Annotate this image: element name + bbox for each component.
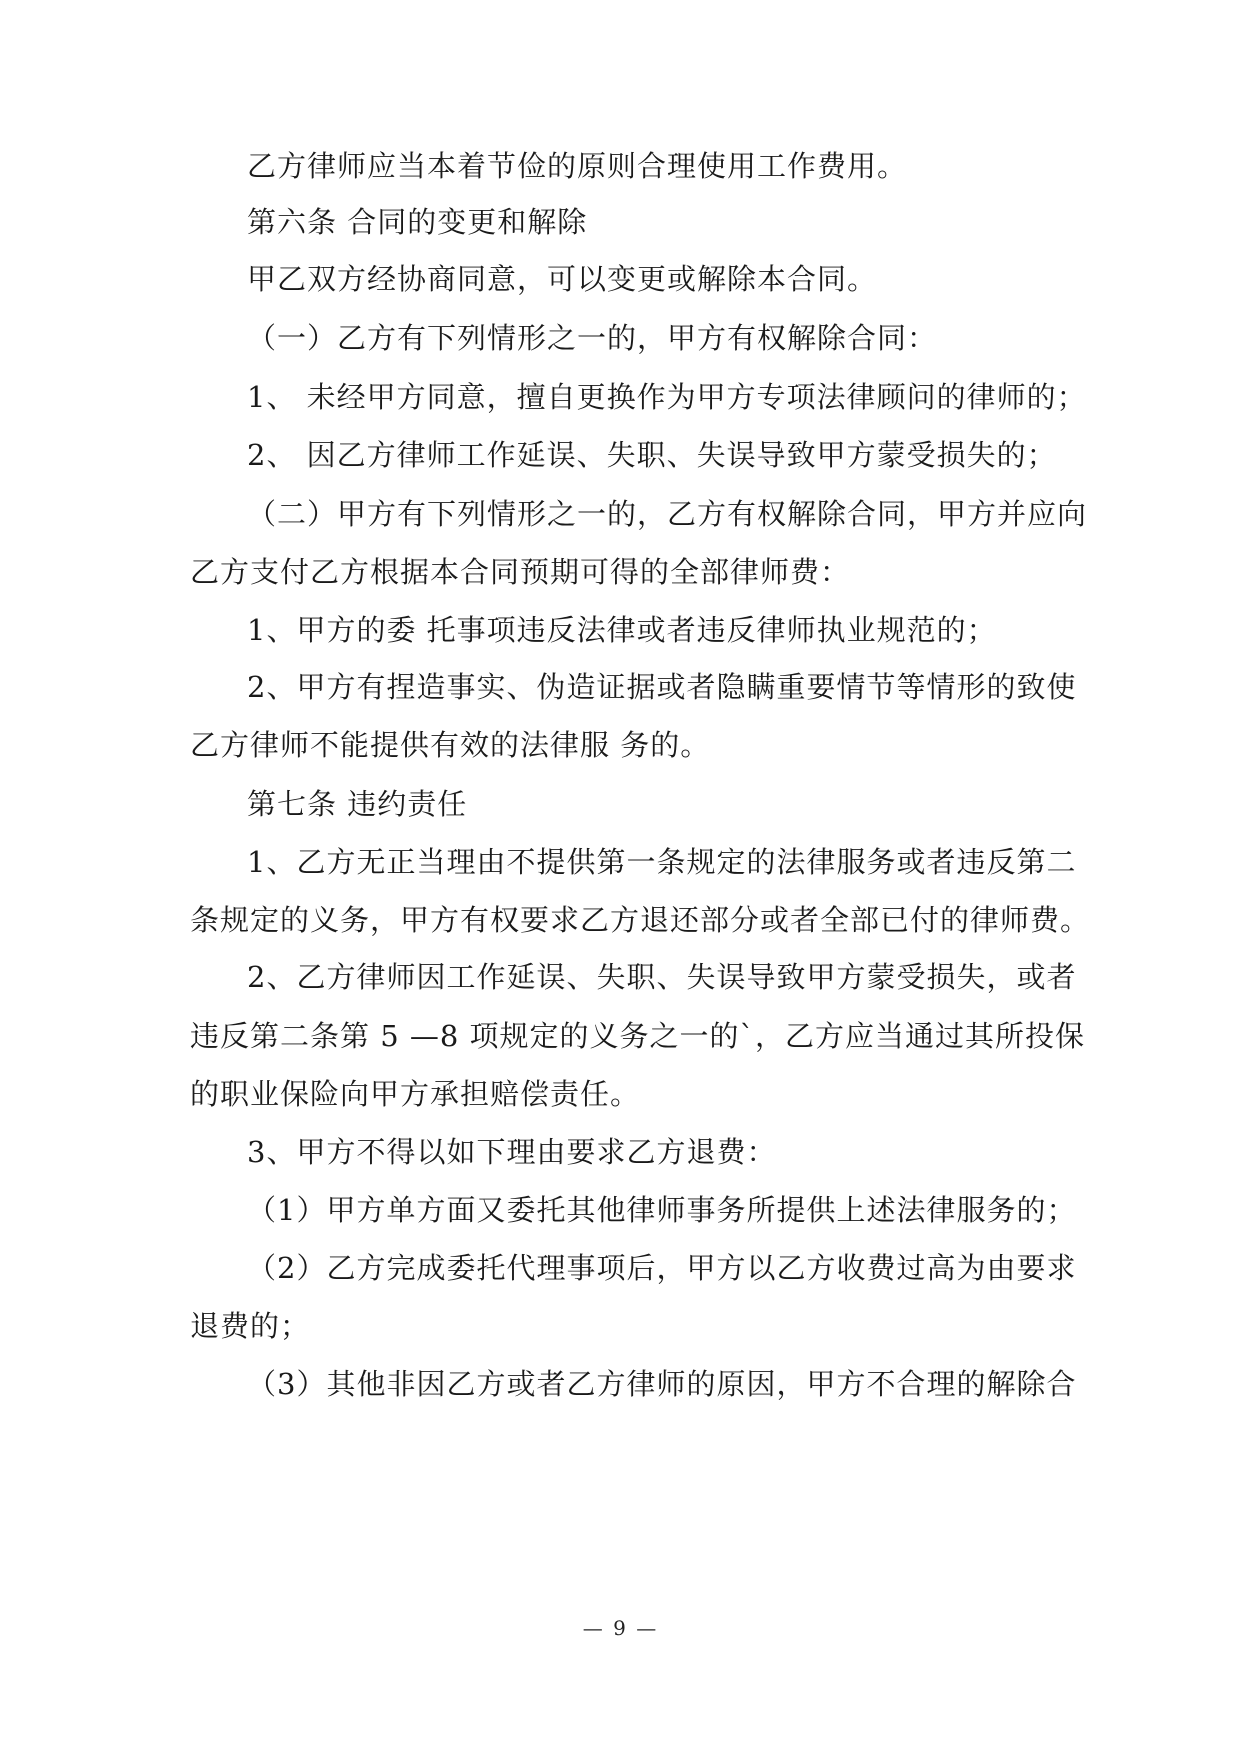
section-heading: 第六条 合同的变更和解除 (247, 205, 588, 239)
list-item: 2、 因乙方律师工作延误、失职、失误导致甲方蒙受损失的； (247, 438, 1057, 472)
paragraph-line: 甲乙双方经协商同意，可以变更或解除本合同。 (247, 262, 878, 296)
list-item: 3、甲方不得以如下理由要求乙方退费： (247, 1135, 777, 1169)
paragraph-line: 乙方支付乙方根据本合同预期可得的全部律师费： (190, 555, 851, 589)
list-item: （1）甲方单方面又委托其他律师事务所提供上述法律服务的； (247, 1193, 1077, 1227)
list-item: （2）乙方完成委托代理事项后，甲方以乙方收费过高为由要求 (247, 1251, 1077, 1285)
list-item: （3）其他非因乙方或者乙方律师的原因，甲方不合理的解除合 (247, 1367, 1077, 1401)
list-item: 1、 未经甲方同意，擅自更换作为甲方专项法律顾问的律师的； (247, 380, 1087, 414)
paragraph-line: 乙方律师不能提供有效的法律服 务的。 (190, 728, 711, 762)
paragraph-line: 退费的； (190, 1309, 311, 1343)
list-item: 1、甲方的委 托事项违反法律或者违反律师执业规范的； (247, 613, 997, 647)
paragraph-line: 的职业保险向甲方承担赔偿责任。 (190, 1077, 641, 1111)
page-number: — 9 — (582, 1616, 659, 1640)
list-item: 1、乙方无正当理由不提供第一条规定的法律服务或者违反第二 (247, 845, 1077, 879)
list-item: 2、甲方有捏造事实、伪造证据或者隐瞒重要情节等情形的致使 (247, 670, 1077, 704)
paragraph-line: 乙方律师应当本着节俭的原则合理使用工作费用。 (247, 149, 908, 183)
paragraph-line: 条规定的义务，甲方有权要求乙方退还部分或者全部已付的律师费。 (190, 903, 1091, 937)
paragraph-line: （二）甲方有下列情形之一的，乙方有权解除合同，甲方并应向 (247, 497, 1088, 531)
list-item: 2、乙方律师因工作延误、失职、失误导致甲方蒙受损失，或者 (247, 960, 1077, 994)
paragraph-line: 违反第二条第 5 —8 项规定的义务之一的`，乙方应当通过其所投保 (190, 1019, 1086, 1053)
paragraph-line: （一）乙方有下列情形之一的，甲方有权解除合同： (247, 321, 938, 355)
section-heading: 第七条 违约责任 (247, 787, 468, 821)
